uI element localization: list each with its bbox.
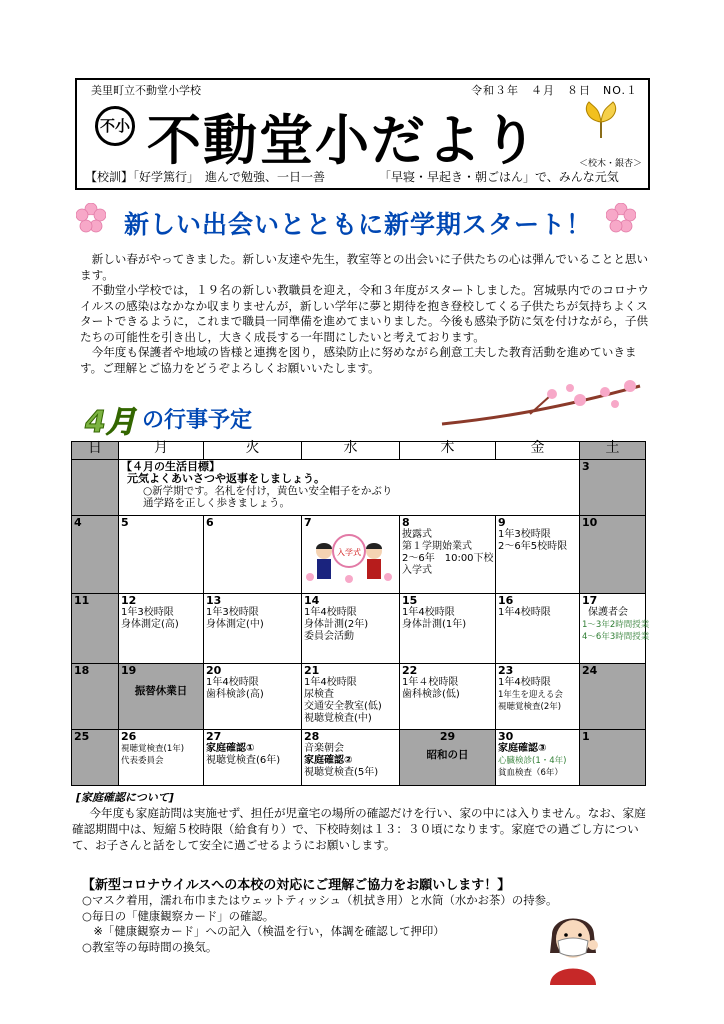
calendar-cell: [204, 664, 302, 730]
home-visit-text: [72, 805, 652, 853]
home-visit-label: [家庭確認について]: [76, 791, 174, 804]
calendar-cell: [400, 664, 496, 730]
weekday-header-row: [72, 442, 646, 460]
school-emblem-glyph: 不小: [99, 117, 130, 135]
calendar-week-row: [72, 594, 646, 664]
calendar-week-row: [72, 516, 646, 594]
day-number: 27: [206, 730, 222, 743]
school-emblem-icon: [95, 106, 135, 146]
event-text: 1年4校時限: [206, 677, 259, 688]
day-number: 1: [582, 730, 590, 743]
school-name: 美里町立不動堂小学校: [91, 84, 201, 97]
calendar-cell: [119, 730, 204, 786]
event-text: 視聴覚検査(2年): [498, 702, 562, 712]
weekday-header: 土: [580, 442, 646, 460]
day-number: 28: [304, 730, 320, 743]
event-text: 身体計測(2年): [304, 619, 369, 630]
event-text: 保護者会: [588, 607, 628, 618]
event-text: 披露式: [402, 529, 432, 540]
event-text: 家庭確認②: [304, 755, 353, 766]
event-text: 身体計測(1年): [402, 619, 467, 630]
day-number: 13: [206, 594, 222, 607]
event-text: 家庭確認①: [206, 743, 255, 754]
day-number: 21: [304, 664, 320, 677]
day-number: 25: [74, 730, 90, 743]
event-text: 視聴覚検査(5年): [304, 767, 379, 778]
covid-title: 【新型コロナウイルスへの本校の対応にご理解ご協力をお願いします！】: [82, 878, 511, 893]
home-visit-paragraph: 今年度も家庭訪問は実施せず、担任が児童宅の場所の確認だけを行い、家の中には入りません。なお、家庭確認期間中は、短縮５校時限（給食有り）で、下校時刻は１３：３０頃になります。家庭での過ごし方について、お子さんと話をして安全に過ごせるようにお願いします。: [72, 806, 646, 852]
weekday-header: 火: [204, 442, 302, 460]
event-text: 1年3校時限: [498, 529, 551, 540]
calendar-cell: [580, 594, 650, 664]
issue-date: 令和３年 ４月 ８日 NO.１: [471, 84, 638, 97]
event-text: 代表委員会: [121, 756, 164, 766]
day-number: 22: [402, 664, 418, 677]
masked-girl-illustration-icon: [538, 905, 608, 985]
calendar-cell: [580, 730, 646, 786]
calendar-cell: [72, 664, 119, 730]
calendar-cell: [119, 664, 204, 730]
calendar-cell: [580, 664, 646, 730]
calendar-cell: [204, 594, 302, 664]
event-text: 第１学期始業式: [402, 541, 472, 552]
event-text: 1年4校時限: [402, 607, 455, 618]
event-calendar: [71, 440, 650, 786]
event-text: 1年4校時限: [304, 677, 357, 688]
calendar-cell: [496, 730, 580, 786]
event-text: 2～6年5校時限: [498, 541, 568, 552]
goal-line: 元気よくあいさつや返事をしましょう。: [127, 472, 325, 485]
calendar-cell: [496, 664, 580, 730]
day-number: 26: [121, 730, 137, 743]
day-number: 4: [74, 516, 82, 529]
calendar-cell: [302, 594, 400, 664]
calendar-week-row: [72, 730, 646, 786]
calendar-cell: [72, 594, 119, 664]
newsletter-title: 不動堂小だより: [147, 108, 539, 172]
calendar-cell: [302, 664, 400, 730]
calendar-cell: [400, 730, 496, 786]
calendar-cell: [204, 730, 302, 786]
event-text: 家庭確認③: [498, 743, 547, 754]
calendar-cell: [204, 516, 302, 594]
covid-item: ○教室等の毎時間の換気。: [82, 939, 218, 954]
calendar-cell-empty: [72, 460, 119, 516]
event-text: 1年生を迎える会: [498, 690, 563, 700]
day-number: 30: [498, 730, 514, 743]
day-number: 7: [304, 516, 312, 529]
day-number: 9: [498, 516, 506, 529]
calendar-cell: [72, 730, 119, 786]
day-number: 15: [402, 594, 418, 607]
event-text: 1年3校時限: [206, 607, 259, 618]
section-headline: 新しい出会いとともに新学期スタート！: [124, 210, 593, 239]
day-number: 3: [582, 460, 590, 473]
intro-paragraph: 新しい春がやってきました。新しい友達や先生，教室等との出会いに子供たちの心は弾んでいることと思います。: [80, 252, 649, 282]
ceremony-label: 入学式: [337, 548, 361, 557]
events-month: 4月: [85, 405, 136, 440]
event-text: 身体測定(中): [206, 619, 264, 630]
calendar-cell: [496, 594, 580, 664]
ginkgo-leaf-icon: [579, 98, 623, 142]
weekday-header: 日: [72, 442, 119, 460]
cherry-branch-icon: [440, 378, 645, 428]
event-text: 入学式: [402, 565, 432, 576]
event-text: 音楽朝会: [304, 743, 344, 754]
entrance-ceremony-illustration-icon: [304, 529, 394, 587]
event-text: 4～6年3時間授業: [582, 632, 650, 642]
day-number: 20: [206, 664, 222, 677]
calendar-cell: [580, 460, 646, 516]
day-number: 18: [74, 664, 90, 677]
day-number: 11: [74, 594, 90, 607]
event-text: 視聴覚検査(1年): [121, 744, 185, 754]
intro-paragraph: 不動堂小学校では，１９名の新しい教職員を迎え，令和３年度がスタートしました。宮城県内でのコロナウイルスの感染はなかなか収まりませんが，新しい学年に夢と期待を抱き登校してくる子供たちが気持ちよくスタートできるように，これまで職員一同準備を進めてまいりました。今後も感染予防に気を付けながら，子供たちの可能性を引き出し，大きく成長する一年間にしたいと考えております。: [80, 283, 649, 344]
day-number: 6: [206, 516, 214, 529]
cherry-blossom-icon: [606, 203, 636, 233]
calendar-cell: [400, 594, 496, 664]
calendar-cell: [119, 516, 204, 594]
day-number: 10: [582, 516, 598, 529]
event-text: 身体測定(高): [121, 619, 179, 630]
event-text: 視聴覚検査(6年): [206, 755, 281, 766]
intro-text: [80, 252, 655, 376]
event-text: 1～3年2時間授業: [582, 620, 650, 630]
event-text: 2～6年 10:00下校: [402, 553, 494, 564]
calendar-cell: [496, 516, 580, 594]
day-number: 24: [582, 664, 598, 677]
monthly-goal-cell: [119, 460, 580, 516]
event-text: 1年3校時限: [121, 607, 174, 618]
event-text: 1年4校時限: [498, 607, 551, 618]
calendar-cell: [302, 730, 400, 786]
day-number: 19: [121, 664, 137, 677]
calendar-cell: [72, 516, 119, 594]
event-text: 尿検査: [304, 689, 334, 700]
goal-line: 通学路を正しく歩きましょう。: [143, 497, 290, 509]
events-title: の行事予定: [142, 408, 253, 433]
event-text: 心臓検診(1・4年): [498, 756, 567, 766]
goal-title: 【４月の生活目標】: [121, 460, 220, 473]
event-text: 交通安全教室(低): [304, 701, 382, 712]
calendar-cell: [119, 594, 204, 664]
calendar-week-row: [72, 664, 646, 730]
covid-item: ※「健康観察カード」への記入（検温を行い，体調を確認して押印）: [82, 924, 445, 938]
event-text: 歯科検診(低): [402, 689, 460, 700]
day-number: 12: [121, 594, 137, 607]
event-text: 委員会活動: [304, 631, 354, 642]
school-motto: 【校訓】「好学篤行」 進んで勉強、一日一善: [85, 170, 326, 184]
intro-paragraph: 今年度も保護者や地域の皆様と連携を図り，感染防止に努めながら創意工夫した教育活動を進めていきます。ご理解とご協力をどうぞよろしくお願いいたします。: [80, 345, 637, 375]
day-number: 23: [498, 664, 514, 677]
day-number: 29: [439, 730, 456, 743]
day-number: 5: [121, 516, 129, 529]
covid-item: ○毎日の「健康観察カード」の確認。: [82, 908, 275, 923]
covid-item: ○マスク着用，濡れ布巾またはウェットティッシュ（机拭き用）と水筒（水かお茶）の持参。: [82, 893, 558, 907]
holiday-label: 振替休業日: [134, 685, 188, 697]
cherry-blossom-icon: [76, 203, 106, 233]
event-text: 視聴覚検査(中): [304, 713, 372, 724]
event-text: 1年4校時限: [304, 607, 357, 618]
calendar-cell: [580, 516, 646, 594]
day-number: 8: [402, 516, 410, 529]
school-slogan: 「早寝・早起き・朝ごはん」で、みんな元気: [379, 170, 619, 184]
calendar-cell: [302, 516, 400, 594]
newsletter-header: [75, 78, 650, 190]
weekday-header: 月: [119, 442, 204, 460]
calendar-cell: [400, 516, 496, 594]
day-number: 16: [498, 594, 514, 607]
event-text: 1年4校時限: [498, 677, 551, 688]
goal-line: ○新学期です。名札を付け，黄色い安全帽子をかぶり: [143, 485, 393, 497]
day-number: 17: [582, 594, 598, 607]
weekday-header: 木: [400, 442, 496, 460]
event-text: 歯科検診(高): [206, 689, 264, 700]
calendar-week-row: [72, 460, 646, 516]
weekday-header: 金: [496, 442, 580, 460]
school-tree-note: ＜校木・銀杏＞: [578, 159, 642, 169]
event-text: 貧血検査（6年）: [498, 768, 563, 778]
weekday-header: 水: [302, 442, 400, 460]
day-number: 14: [304, 594, 320, 607]
event-text: 1年４校時限: [402, 677, 459, 688]
holiday-label: 昭和の日: [426, 749, 469, 761]
